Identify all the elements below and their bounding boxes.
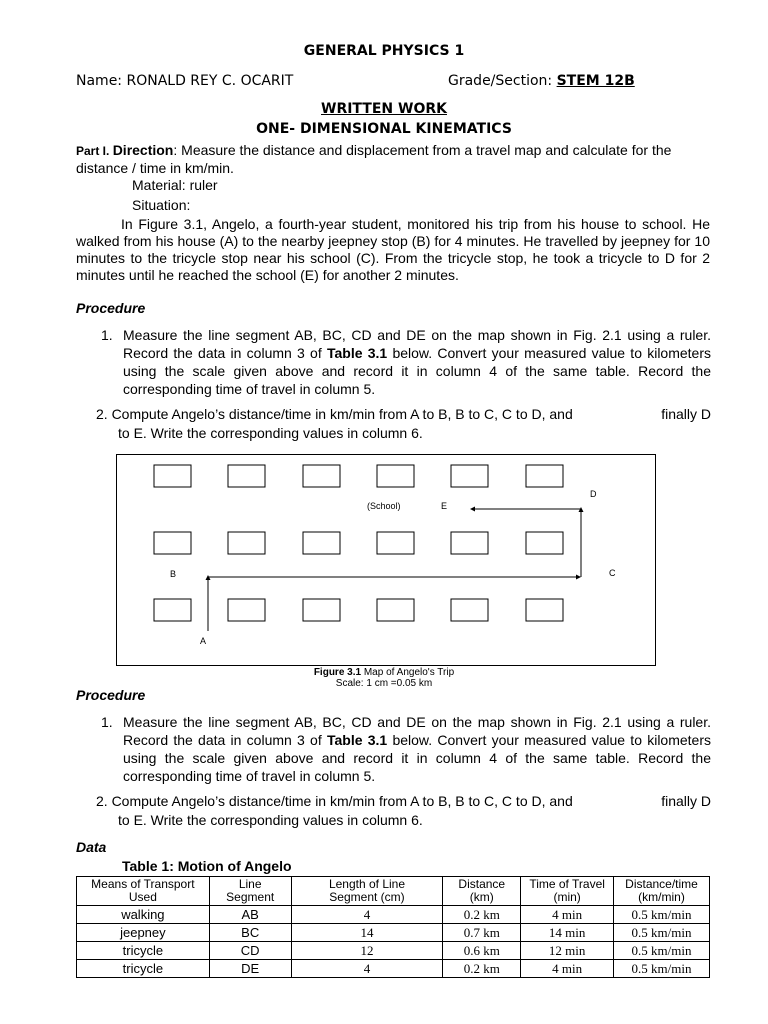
building (303, 599, 340, 621)
direction-paragraph (76, 142, 710, 177)
map-scale: Scale: 1 cm =0.05 km (335, 678, 433, 689)
step-number: 1. (101, 327, 113, 343)
column-header: Means of Transport Used (77, 877, 210, 906)
step1-text-b: below. Convert your measured value to kilometers using the scale given above and record it in column 4 of the same table. Record the corresponding time of travel in column 5. (123, 732, 712, 784)
step-number: 1. (101, 714, 113, 730)
caption-figure-number: Figure 3.1 (313, 667, 362, 678)
data-heading: Data (76, 839, 107, 855)
step1-table-ref: Table 3.1 (326, 732, 388, 748)
label-e: E (441, 501, 448, 511)
table-cell: 4 min (521, 960, 614, 978)
building (228, 532, 265, 554)
step1-text-b: below. Convert your measured value to kilometers using the scale given above and record it in column 4 of the same table. Record the corresponding time of travel in column 5. (123, 345, 712, 397)
step2-text-a: 2. Compute Angelo’s distance/time in km/min from A to B, B to C, C to D, and (96, 406, 573, 422)
table-cell: 12 min (521, 942, 614, 960)
column-header: Distance (km) (443, 877, 521, 906)
procedure-step-1 (101, 713, 712, 785)
building (526, 465, 563, 487)
procedure-section-2 (76, 687, 712, 828)
page-title: GENERAL PHYSICS 1 (303, 43, 465, 59)
building (377, 465, 414, 487)
direction-text: : Measure the distance and displacement from a travel map and calculate for the distance / time in km/min. (76, 142, 672, 176)
procedure-title: Procedure (76, 300, 146, 316)
table-row (77, 960, 710, 978)
label-d: D (590, 489, 597, 499)
table-cell: walking (77, 906, 210, 924)
building (303, 532, 340, 554)
table-cell: 0.5 km/min (614, 906, 710, 924)
step2-text-b: finally D (661, 406, 711, 422)
procedure-step-1 (101, 326, 712, 398)
table-cell: 14 (291, 924, 443, 942)
building (228, 465, 265, 487)
table-row (77, 906, 710, 924)
label-school: (School) (367, 501, 401, 511)
label-a: A (200, 636, 207, 646)
table-row (77, 942, 710, 960)
student-name (76, 73, 293, 89)
figure-caption (0, 667, 768, 689)
procedure-step-2 (96, 792, 711, 830)
table-cell: tricycle (77, 942, 210, 960)
table-cell: jeepney (77, 924, 210, 942)
building (451, 532, 488, 554)
table-cell: AB (209, 906, 291, 924)
building (377, 599, 414, 621)
table-cell: 0.5 km/min (614, 924, 710, 942)
table-cell: CD (209, 942, 291, 960)
direction-label: Direction (112, 142, 174, 158)
table-cell: tricycle (77, 960, 210, 978)
situation-label: Situation: (132, 197, 191, 213)
table-cell: 4 (291, 960, 443, 978)
building (526, 599, 563, 621)
table-cell: 4 (291, 906, 443, 924)
building (451, 465, 488, 487)
table-cell: 0.5 km/min (614, 960, 710, 978)
building (154, 532, 191, 554)
caption-text: Map of Angelo's Trip (361, 667, 455, 678)
procedure-section-1 (76, 300, 712, 441)
building (303, 465, 340, 487)
building (377, 532, 414, 554)
label-b: B (170, 569, 177, 579)
building (526, 532, 563, 554)
column-header: Line Segment (209, 877, 291, 906)
table-cell: 0.2 km (443, 906, 521, 924)
building (154, 465, 191, 487)
step1-table-ref: Table 3.1 (326, 345, 388, 361)
motion-table (76, 876, 710, 978)
label-c: C (609, 568, 616, 578)
column-header: Time of Travel (min) (521, 877, 614, 906)
material-line: Material: ruler (132, 177, 218, 193)
work-type-heading: WRITTEN WORK (321, 101, 447, 117)
situation-paragraph: In Figure 3.1, Angelo, a fourth-year student, monitored his trip from his house to school. He walked from his house (A) to the nearby jeepney stop (B) for 4 minutes. He travelled by jeepney for 10 minutes to the tricycle stop near his school (C). From the tricycle stop, he took a tricycle to D for 2 minutes until he reached the school (E) for another 2 minutes. (76, 216, 710, 283)
building (451, 599, 488, 621)
table-cell: 0.6 km (443, 942, 521, 960)
grade-section (448, 73, 635, 89)
table-title: Table 1: Motion of Angelo (122, 858, 292, 874)
procedure-title: Procedure (76, 687, 146, 703)
step2-text-c: to E. Write the corresponding values in column 6. (118, 425, 423, 441)
part-label: Part I. (76, 144, 113, 158)
building (154, 599, 191, 621)
name-value: RONALD REY C. OCARIT (126, 73, 294, 89)
grade-label: Grade/Section: (448, 73, 557, 89)
table-cell: 0.5 km/min (614, 942, 710, 960)
column-header: Length of Line Segment (cm) (291, 877, 443, 906)
name-label: Name: (76, 73, 127, 89)
step2-text-a: 2. Compute Angelo’s distance/time in km/min from A to B, B to C, C to D, and (96, 793, 573, 809)
table-row (77, 924, 710, 942)
step1-text-a: Measure the line segment AB, BC, CD and DE on the map shown in Fig. 2.1 using a ruler. Record the data in column 3 of (123, 327, 711, 361)
building (228, 599, 265, 621)
table-cell: 0.2 km (443, 960, 521, 978)
table-cell: 12 (291, 942, 443, 960)
step2-text-b: finally D (661, 793, 711, 809)
table-cell: 4 min (521, 906, 614, 924)
table-cell: BC (209, 924, 291, 942)
step2-text-c: to E. Write the corresponding values in column 6. (118, 812, 423, 828)
table-cell: 14 min (521, 924, 614, 942)
table-header-row (77, 877, 710, 906)
grade-value: STEM 12B (556, 73, 635, 89)
procedure-step-2 (96, 405, 711, 443)
trip-map-figure (116, 454, 656, 667)
step1-text-a: Measure the line segment AB, BC, CD and DE on the map shown in Fig. 2.1 using a ruler. Record the data in column 3 of (123, 714, 711, 748)
topic-heading: ONE- DIMENSIONAL KINEMATICS (256, 121, 512, 137)
column-header: Distance/time (km/min) (614, 877, 710, 906)
table-cell: DE (209, 960, 291, 978)
table-cell: 0.7 km (443, 924, 521, 942)
